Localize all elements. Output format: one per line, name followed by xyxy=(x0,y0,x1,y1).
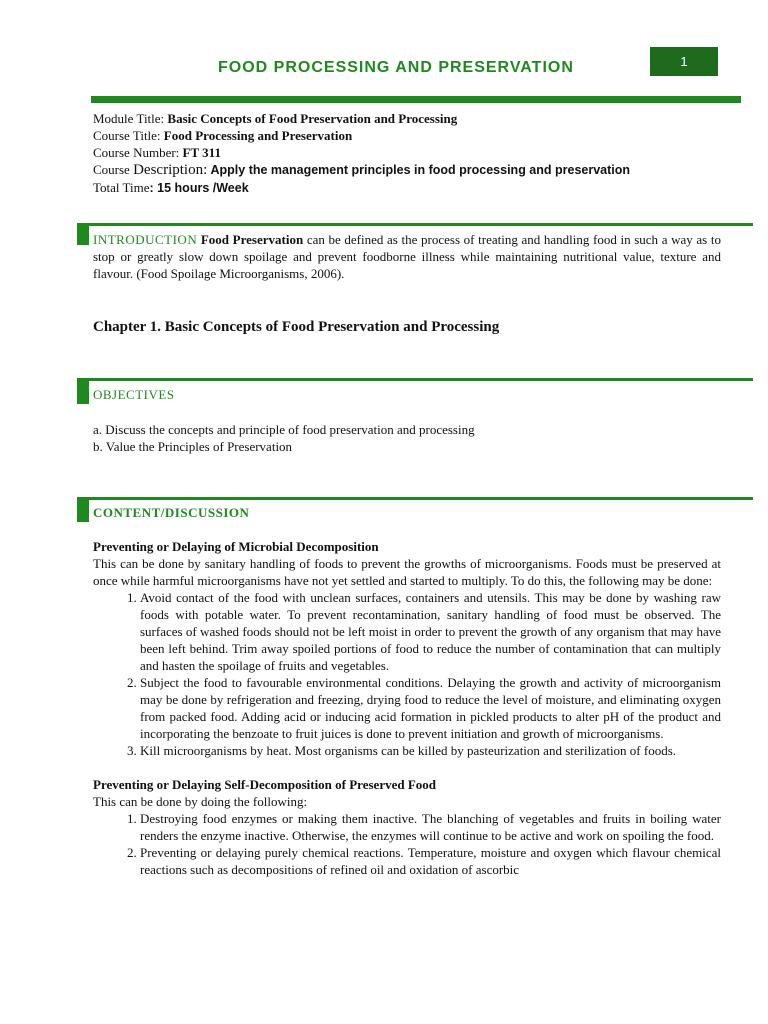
course-meta xyxy=(93,110,630,197)
introduction-paragraph xyxy=(93,231,721,282)
objectives-heading: OBJECTIVES xyxy=(93,387,175,402)
course-title-row xyxy=(93,127,630,144)
introduction-marker xyxy=(77,223,89,245)
objectives-list xyxy=(93,421,475,455)
introduction-heading: INTRODUCTION xyxy=(93,232,198,247)
list-item: 2. Subject the food to favourable environmental conditions. Delaying the growth and activity of microorganism may be done by refrigeration and freezing, drying food to reduce the level of moisture, and eliminating oxygen from packed food. Adding acid or inducing acid formation in pickled products to alter pH of the product and incorporating the benzoate to fruit juices is done to prevent initiation and growth of microorganisms. xyxy=(140,674,721,742)
introduction-text: can be defined as the process of treating and handling food in such a way as to stop or greatly slow down spoilage and prevent foodborne illness while maintaining nutritional value, texture and flavour. (Food Spoilage Microorganisms, 2006). xyxy=(93,232,721,281)
list-item: 1. Destroying food enzymes or making them inactive. The blanching of vegetables and fruits in boiling water renders the enzyme inactive. Otherwise, the enzymes will continue to be active and work on spoiling the food. xyxy=(140,810,721,844)
course-number-label: Course Number: xyxy=(93,145,183,160)
chapter-title: Chapter 1. Basic Concepts of Food Preservation and Processing xyxy=(93,319,500,335)
title-divider xyxy=(91,96,741,103)
course-number-row xyxy=(93,144,630,161)
section-title-self-decomposition: Preventing or Delaying Self-Decomposition of Preserved Food xyxy=(93,777,437,792)
introduction-divider xyxy=(77,223,753,226)
content-divider xyxy=(77,497,753,500)
course-title-value: Food Processing and Preservation xyxy=(163,128,353,143)
objectives-divider xyxy=(77,378,753,381)
course-number-value: FT 311 xyxy=(182,145,221,160)
description-word: Description: xyxy=(133,162,208,178)
objective-item: a. Discuss the concepts and principle of food preservation and processing xyxy=(93,422,475,437)
list-item: 2. Preventing or delaying purely chemical reactions. Temperature, moisture and oxygen which flavour chemical reactions such as decompositions of refined oil and oxidation of ascorbic xyxy=(140,844,721,878)
objectives-marker xyxy=(77,378,89,404)
introduction-term: Food Preservation xyxy=(200,232,304,247)
module-title-value: Basic Concepts of Food Preservation and Processing xyxy=(167,111,458,126)
list-item: 3. Kill microorganisms by heat. Most organisms can be killed by pasteurization and sterilization of foods. xyxy=(140,742,721,759)
course-title-label: Course Title: xyxy=(93,128,164,143)
total-time-row xyxy=(93,179,630,197)
content-body xyxy=(93,538,721,878)
module-title-row xyxy=(93,110,630,127)
section-intro-microbial: This can be done by sanitary handling of foods to prevent the growths of microorganisms. Foods must be preserved at once while harmful microorganisms have not yet settled and started to multiply. To do this, the following may be done: xyxy=(93,556,721,588)
document-title: FOOD PROCESSING AND PRESERVATION xyxy=(218,59,574,76)
content-heading: CONTENT/DISCUSSION xyxy=(93,505,250,520)
content-marker xyxy=(77,497,89,522)
total-time-value: : 15 hours /Week xyxy=(149,181,249,195)
course-description-row xyxy=(93,161,630,179)
self-decomposition-steps-list xyxy=(93,810,721,878)
section-title-microbial: Preventing or Delaying of Microbial Decomposition xyxy=(93,539,379,554)
page-number-badge: 1 xyxy=(650,47,718,76)
course-description-label: Course xyxy=(93,162,134,177)
module-title-label: Module Title: xyxy=(93,111,168,126)
total-time-label: Total Time xyxy=(93,180,150,195)
objective-item: b. Value the Principles of Preservation xyxy=(93,439,293,454)
microbial-steps-list xyxy=(93,589,721,759)
course-description-value: Apply the management principles in food processing and preservation xyxy=(210,163,631,177)
section-intro-self-decomposition: This can be done by doing the following: xyxy=(93,794,308,809)
list-item: 1. Avoid contact of the food with unclean surfaces, containers and utensils. This may be done by washing raw foods with potable water. To prevent recontamination, sanitary handling of food must be observed. The surfaces of washed foods should not be left moist in order to prevent the growth of any organism that may have been left behind. Trim away spoiled portions of food to reduce the number of contamination that can multiply and hasten the spoilage of fruits and vegetables. xyxy=(140,589,721,674)
